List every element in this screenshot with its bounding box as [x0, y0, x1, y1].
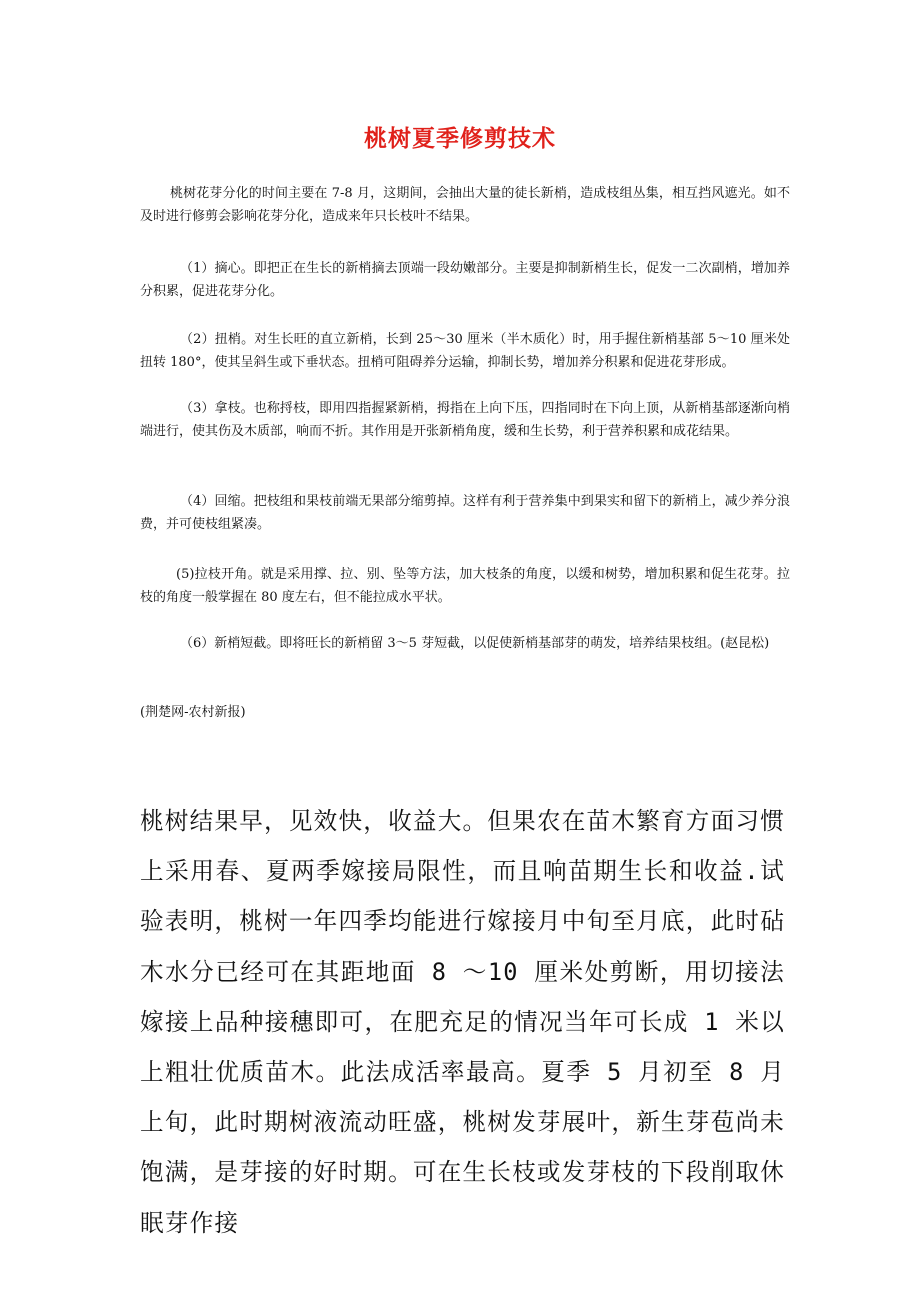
- technique-item-6: （6）新梢短截。即将旺长的新梢留 3～5 芽短截，以促使新梢基部芽的萌发，培养结果枝组。(赵昆松): [180, 636, 770, 651]
- technique-item-1: （1）摘心。即把正在生长的新梢摘去顶端一段幼嫩部分。主要是抑制新梢生长，促发一二次副梢，增加养分积累，促进花芽分化。: [140, 261, 790, 299]
- technique-item-3: （3）拿枝。也称捋枝，即用四指握紧新梢，拇指在上向下压，四指同时在下向上顶，从新梢基部逐渐向梢端进行，使其伤及木质部，响而不折。其作用是开张新梢角度，缓和生长势，利于营养积累和成花结果。: [140, 401, 790, 439]
- technique-item-4: （4）回缩。把枝组和果枝前端无果部分缩剪掉。这样有利于营养集中到果实和留下的新梢上，减少养分浪费，并可使枝组紧凑。: [140, 494, 790, 532]
- large-body-text: 桃树结果早，见效快，收益大。但果农在苗木繁育方面习惯上采用春、夏两季嫁接局限性，而且响苗期生长和收益.试验表明，桃树一年四季均能进行嫁接月中旬至月底，此时砧木水分已经可在其距地面 8 ～10 厘米处剪断，用切接法嫁接上品种接穗即可，在肥充足的情况当年可长成 1 米以上粗壮优质苗木。此法成活率最高。夏季 5 月初至 8 月上旬，此时期树液流动旺盛，桃树发芽展叶，新生芽苞尚未饱满，是芽接的好时期。可在生长枝或发芽枝的下段削取休眠芽作接: [140, 807, 785, 1237]
- technique-item-2: （2）扭梢。对生长旺的直立新梢，长到 25～30 厘米（半木质化）时，用手握住新梢基部 5～10 厘米处扭转 180°，使其呈斜生或下垂状态。扭梢可阻碍养分运输，抑制长势，增加养分积累和促进花芽形成。: [140, 332, 790, 370]
- intro-paragraph: 桃树花芽分化的时间主要在 7-8 月，这期间，会抽出大量的徒长新梢，造成枝组丛集，相互挡风遮光。如不及时进行修剪会影响花芽分化，造成来年只长枝叶不结果。: [140, 186, 790, 224]
- article-title: 桃树夏季修剪技术: [364, 125, 556, 152]
- source-note: (荆楚网-农村新报): [140, 705, 246, 720]
- technique-item-5: (5)拉枝开角。就是采用撑、拉、别、坠等方法，加大枝条的角度，以缓和树势，增加积累和促生花芽。拉枝的角度一般掌握在 80 度左右，但不能拉成水平状。: [140, 567, 790, 605]
